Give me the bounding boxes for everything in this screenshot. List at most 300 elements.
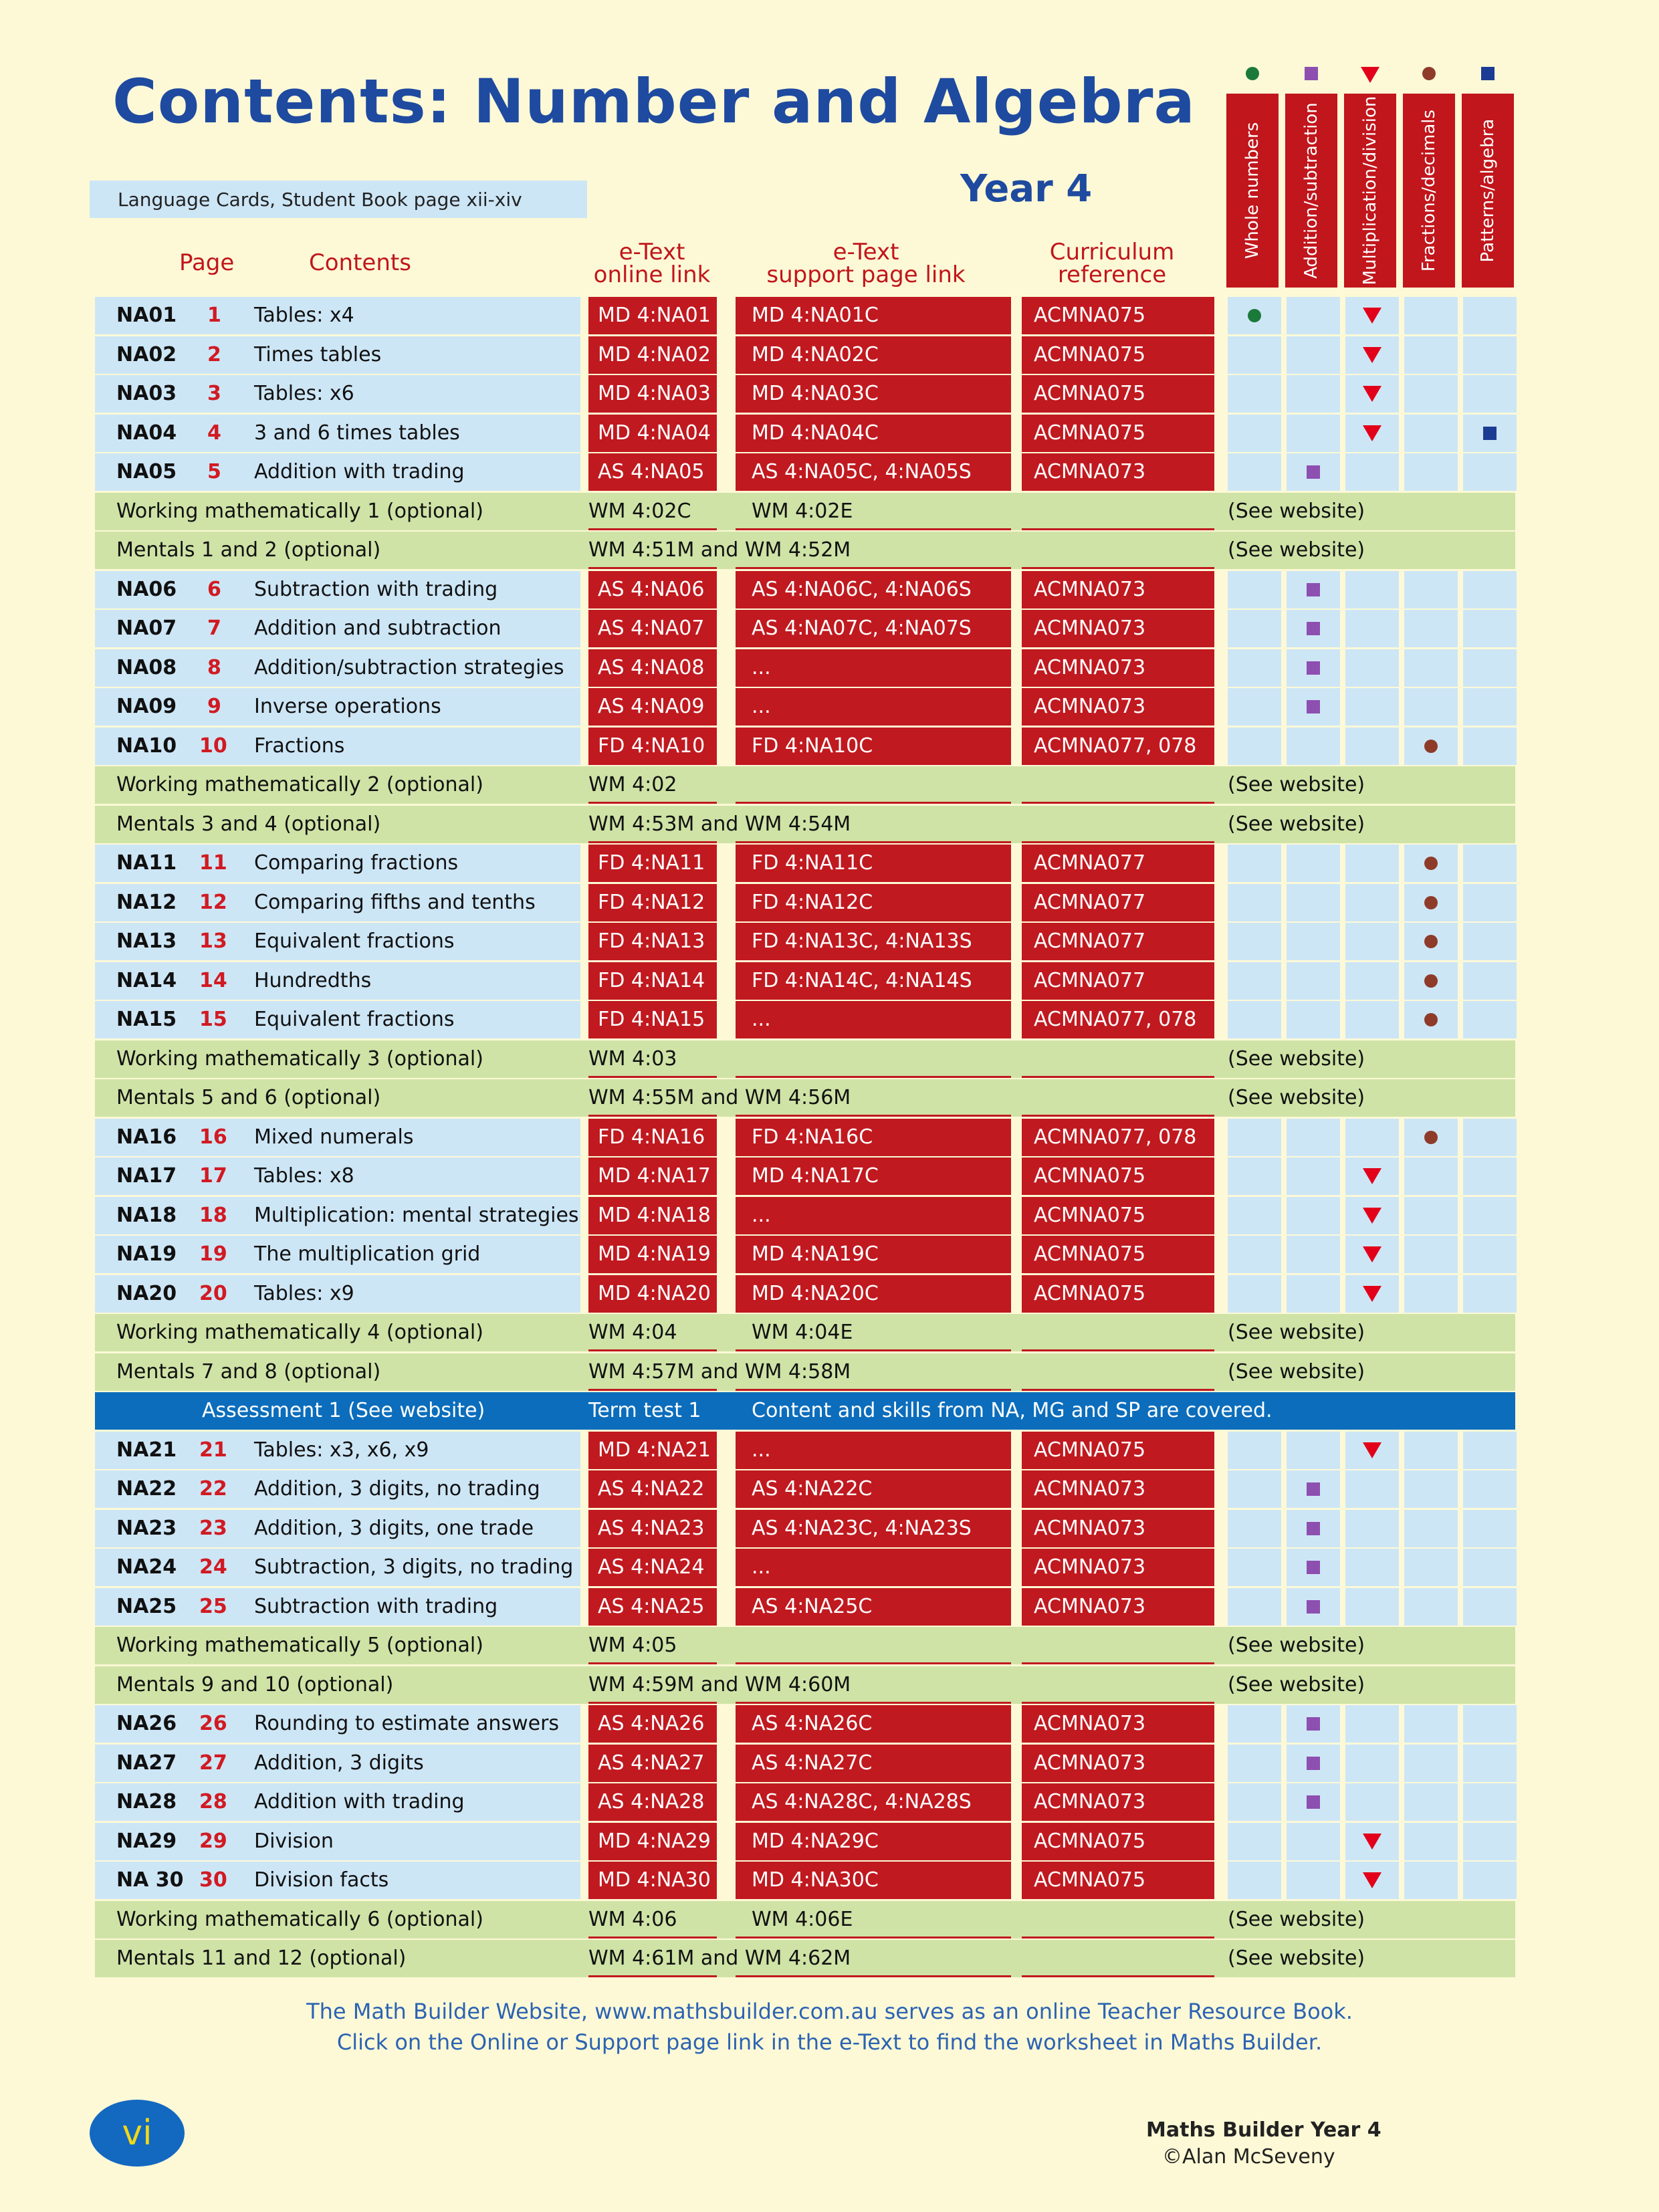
optional-title: Working mathematically 2 (optional) bbox=[116, 773, 483, 796]
optional-online: WM 4:51M and WM 4:52M bbox=[588, 538, 851, 562]
strand-cell bbox=[1287, 571, 1340, 609]
lesson-page: 7 bbox=[207, 617, 221, 640]
lesson-title: Inverse operations bbox=[254, 695, 441, 718]
lesson-page: 19 bbox=[199, 1242, 227, 1266]
strand-cell bbox=[1287, 923, 1340, 960]
curriculum-reference: ACMNA073 bbox=[1022, 1588, 1214, 1626]
strand-cell bbox=[1287, 1157, 1340, 1195]
strand-cell bbox=[1345, 1470, 1399, 1508]
lesson-code: NA03 bbox=[116, 382, 177, 405]
optional-row bbox=[95, 1040, 1515, 1078]
curriculum-reference: ACMNA073 bbox=[1022, 453, 1214, 491]
etext-online-link: AS 4:NA23 bbox=[588, 1510, 717, 1547]
etext-online-link: FD 4:NA15 bbox=[588, 1001, 717, 1038]
strand-cell bbox=[1228, 336, 1281, 374]
strand-cell bbox=[1287, 884, 1340, 921]
lesson-row bbox=[95, 649, 1515, 687]
strand-cell bbox=[1404, 1470, 1458, 1508]
strand-cell bbox=[1463, 1549, 1517, 1586]
strand-cell bbox=[1228, 728, 1281, 765]
strand-square-blue-icon bbox=[1481, 67, 1495, 80]
optional-underline bbox=[736, 1975, 1011, 1977]
optional-note: (See website) bbox=[1228, 538, 1365, 562]
etext-support-link: MD 4:NA01C bbox=[736, 297, 1011, 334]
strand-header bbox=[1226, 94, 1279, 288]
strand-cell bbox=[1345, 1510, 1399, 1547]
curriculum-reference: ACMNA075 bbox=[1022, 1432, 1214, 1469]
lesson-code: NA08 bbox=[116, 656, 177, 679]
lesson-code: NA24 bbox=[116, 1555, 177, 1579]
strand-cell bbox=[1463, 1783, 1517, 1821]
strand-cell bbox=[1345, 923, 1399, 960]
optional-row bbox=[95, 532, 1515, 569]
circle-brown-icon bbox=[1424, 740, 1438, 753]
optional-underline bbox=[736, 802, 1011, 804]
strand-cell bbox=[1404, 1001, 1458, 1038]
optional-title: Working mathematically 5 (optional) bbox=[116, 1634, 483, 1657]
lesson-page: 20 bbox=[199, 1282, 227, 1305]
strand-cell bbox=[1463, 415, 1517, 452]
lesson-title: Addition and subtraction bbox=[254, 617, 502, 640]
strand-cell bbox=[1463, 1510, 1517, 1547]
square-purple-icon bbox=[1307, 622, 1320, 635]
strand-cell bbox=[1463, 923, 1517, 960]
strand-cell bbox=[1345, 884, 1399, 921]
optional-underline bbox=[1022, 1076, 1214, 1078]
optional-underline bbox=[588, 1702, 717, 1704]
lesson-code: NA11 bbox=[116, 851, 177, 875]
strand-cell bbox=[1463, 688, 1517, 726]
lesson-page: 8 bbox=[207, 656, 221, 679]
strand-cell bbox=[1287, 1705, 1340, 1743]
strand-cell bbox=[1345, 453, 1399, 491]
etext-online-link: MD 4:NA18 bbox=[588, 1197, 717, 1234]
lesson-title: The multiplication grid bbox=[254, 1242, 481, 1266]
strand-cell bbox=[1287, 1119, 1340, 1156]
square-purple-icon bbox=[1307, 1600, 1320, 1614]
lesson-title: Subtraction, 3 digits, no trading bbox=[254, 1555, 574, 1579]
strand-cell bbox=[1228, 453, 1281, 491]
strand-cell bbox=[1463, 297, 1517, 334]
page-title: Contents: Number and Algebra bbox=[112, 67, 1196, 137]
optional-underline bbox=[588, 1349, 717, 1351]
etext-support-link: AS 4:NA27C bbox=[736, 1745, 1011, 1782]
lesson-title: Tables: x6 bbox=[254, 382, 354, 405]
lesson-page: 26 bbox=[199, 1712, 227, 1735]
etext-support-link: AS 4:NA07C, 4:NA07S bbox=[736, 610, 1011, 647]
strand-cell bbox=[1228, 1197, 1281, 1234]
lesson-code: NA01 bbox=[116, 304, 177, 327]
strand-cell bbox=[1463, 1470, 1517, 1508]
etext-online-link: FD 4:NA10 bbox=[588, 728, 717, 765]
optional-title: Mentals 9 and 10 (optional) bbox=[116, 1673, 394, 1696]
strand-cell bbox=[1404, 1119, 1458, 1156]
curriculum-reference: ACMNA075 bbox=[1022, 415, 1214, 452]
lesson-row bbox=[95, 1823, 1515, 1860]
optional-title: Working mathematically 4 (optional) bbox=[116, 1321, 483, 1344]
etext-support-link: AS 4:NA28C, 4:NA28S bbox=[736, 1783, 1011, 1821]
strand-cell bbox=[1463, 1001, 1517, 1038]
optional-underline bbox=[736, 841, 1011, 843]
lesson-row bbox=[95, 1862, 1515, 1899]
lesson-code: NA20 bbox=[116, 1282, 177, 1305]
strand-cell bbox=[1287, 1432, 1340, 1469]
strand-cell bbox=[1404, 688, 1458, 726]
strand-cell bbox=[1287, 297, 1340, 334]
strand-cell bbox=[1463, 1745, 1517, 1782]
etext-support-link: ... bbox=[736, 688, 1011, 726]
lesson-page: 12 bbox=[199, 891, 227, 914]
strand-cell bbox=[1345, 1705, 1399, 1743]
curriculum-reference: ACMNA073 bbox=[1022, 1745, 1214, 1782]
strand-cell bbox=[1345, 1157, 1399, 1195]
strand-cell bbox=[1228, 1275, 1281, 1313]
curriculum-reference: ACMNA073 bbox=[1022, 1549, 1214, 1586]
lesson-code: NA23 bbox=[116, 1517, 177, 1540]
strand-cell bbox=[1228, 962, 1281, 1000]
strand-cell bbox=[1345, 571, 1399, 609]
strand-cell bbox=[1287, 1001, 1340, 1038]
optional-underline bbox=[588, 528, 717, 530]
optional-title: Working mathematically 6 (optional) bbox=[116, 1908, 483, 1931]
footer-line-1: The Math Builder Website, www.mathsbuilder.com.au serves as an online Teacher Resource Book. bbox=[306, 1999, 1353, 2024]
lesson-code: NA06 bbox=[116, 578, 177, 601]
lesson-page: 5 bbox=[207, 460, 221, 483]
optional-online: WM 4:53M and WM 4:54M bbox=[588, 812, 851, 836]
strand-cell bbox=[1463, 884, 1517, 921]
triangle-red-icon bbox=[1363, 308, 1381, 324]
optional-row bbox=[95, 493, 1515, 530]
lesson-title: Comparing fifths and tenths bbox=[254, 891, 536, 914]
lesson-title: Times tables bbox=[254, 343, 382, 366]
strand-cell bbox=[1287, 1588, 1340, 1626]
book-name: Maths Builder Year 4 bbox=[1146, 2118, 1381, 2142]
strand-cell bbox=[1463, 1119, 1517, 1156]
square-purple-icon bbox=[1307, 1717, 1320, 1731]
lesson-page: 10 bbox=[199, 734, 227, 758]
strand-cell bbox=[1463, 649, 1517, 687]
optional-online: WM 4:02C bbox=[588, 500, 691, 523]
lesson-title: 3 and 6 times tables bbox=[254, 421, 460, 445]
etext-online-link: FD 4:NA11 bbox=[588, 845, 717, 882]
curriculum-reference: ACMNA075 bbox=[1022, 1862, 1214, 1899]
optional-underline bbox=[588, 1662, 717, 1664]
etext-support-link: AS 4:NA26C bbox=[736, 1705, 1011, 1743]
strand-cell bbox=[1463, 1275, 1517, 1313]
etext-online-link: MD 4:NA03 bbox=[588, 375, 717, 413]
optional-title: Mentals 5 and 6 (optional) bbox=[116, 1086, 381, 1109]
optional-underline bbox=[736, 1662, 1011, 1664]
lesson-code: NA17 bbox=[116, 1164, 177, 1188]
optional-title: Working mathematically 3 (optional) bbox=[116, 1047, 483, 1071]
optional-online: WM 4:59M and WM 4:60M bbox=[588, 1673, 851, 1696]
author-credit: ©Alan McSeveny bbox=[1162, 2145, 1335, 2169]
optional-note: (See website) bbox=[1228, 1673, 1365, 1696]
strand-cell bbox=[1228, 571, 1281, 609]
etext-online-link: AS 4:NA26 bbox=[588, 1705, 717, 1743]
etext-support-link: FD 4:NA11C bbox=[736, 845, 1011, 882]
strand-cell bbox=[1345, 845, 1399, 882]
strand-cell bbox=[1287, 1823, 1340, 1860]
strand-cell bbox=[1287, 688, 1340, 726]
optional-underline bbox=[736, 528, 1011, 530]
optional-online: WM 4:06 bbox=[588, 1908, 677, 1931]
strand-cell bbox=[1404, 297, 1458, 334]
page-number-badge: vi bbox=[90, 2100, 185, 2167]
curriculum-header: Curriculum reference bbox=[1049, 239, 1175, 288]
lesson-row bbox=[95, 571, 1515, 609]
strand-cell bbox=[1345, 1001, 1399, 1038]
footer-note bbox=[0, 1996, 1659, 2058]
lesson-title: Addition, 3 digits, no trading bbox=[254, 1477, 540, 1501]
lesson-page: 21 bbox=[199, 1438, 227, 1462]
square-blue-icon bbox=[1483, 427, 1497, 440]
language-cards-note: Language Cards, Student Book page xii-xiv bbox=[90, 181, 587, 218]
strand-cell bbox=[1228, 375, 1281, 413]
square-purple-icon bbox=[1307, 1482, 1320, 1496]
etext-online-link: MD 4:NA01 bbox=[588, 297, 717, 334]
optional-underline bbox=[1022, 1975, 1214, 1977]
strand-cell bbox=[1228, 1432, 1281, 1469]
lesson-title: Multiplication: mental strategies bbox=[254, 1204, 579, 1227]
etext-online-link: AS 4:NA28 bbox=[588, 1783, 717, 1821]
curriculum-reference: ACMNA073 bbox=[1022, 1705, 1214, 1743]
lesson-title: Equivalent fractions bbox=[254, 929, 455, 953]
circle-green-icon bbox=[1248, 309, 1261, 322]
triangle-red-icon bbox=[1363, 1208, 1381, 1224]
strand-cell bbox=[1404, 610, 1458, 647]
square-purple-icon bbox=[1307, 700, 1320, 713]
optional-note: (See website) bbox=[1228, 812, 1365, 836]
optional-row bbox=[95, 1353, 1515, 1391]
strand-cell bbox=[1404, 375, 1458, 413]
etext-online-link: AS 4:NA06 bbox=[588, 571, 717, 609]
strand-cell bbox=[1228, 1549, 1281, 1586]
lesson-code: NA10 bbox=[116, 734, 177, 758]
optional-row bbox=[95, 1314, 1515, 1351]
lesson-code: NA25 bbox=[116, 1595, 177, 1618]
etext-online-link: MD 4:NA19 bbox=[588, 1236, 717, 1273]
etext-support-link: MD 4:NA17C bbox=[736, 1157, 1011, 1195]
strand-cell bbox=[1404, 1862, 1458, 1899]
etext-online-link: AS 4:NA07 bbox=[588, 610, 717, 647]
lesson-page: 29 bbox=[199, 1830, 227, 1853]
lesson-page: 28 bbox=[199, 1790, 227, 1813]
strand-cell bbox=[1287, 1236, 1340, 1273]
curriculum-reference: ACMNA073 bbox=[1022, 649, 1214, 687]
etext-support-link: FD 4:NA14C, 4:NA14S bbox=[736, 962, 1011, 1000]
strand-cell bbox=[1404, 1588, 1458, 1626]
strand-cell bbox=[1287, 1549, 1340, 1586]
strand-cell bbox=[1228, 415, 1281, 452]
strand-cell bbox=[1463, 728, 1517, 765]
lesson-title: Division facts bbox=[254, 1868, 389, 1892]
etext-support-link: MD 4:NA03C bbox=[736, 375, 1011, 413]
square-purple-icon bbox=[1307, 661, 1320, 675]
strand-header bbox=[1344, 94, 1396, 288]
etext-support-link: AS 4:NA06C, 4:NA06S bbox=[736, 571, 1011, 609]
etext-online-link: MD 4:NA02 bbox=[588, 336, 717, 374]
optional-underline bbox=[1022, 528, 1214, 530]
lesson-page: 23 bbox=[199, 1517, 227, 1540]
lesson-row bbox=[95, 1705, 1515, 1743]
optional-underline bbox=[588, 841, 717, 843]
optional-underline bbox=[1022, 567, 1214, 569]
optional-online: WM 4:04 bbox=[588, 1321, 677, 1344]
strand-cell bbox=[1345, 1275, 1399, 1313]
strand-cell bbox=[1287, 649, 1340, 687]
optional-row bbox=[95, 1940, 1515, 1977]
optional-underline bbox=[1022, 1702, 1214, 1704]
lesson-row bbox=[95, 1783, 1515, 1821]
strand-cell bbox=[1463, 375, 1517, 413]
triangle-red-icon bbox=[1363, 1168, 1381, 1184]
lesson-row bbox=[95, 1119, 1515, 1156]
strand-cell bbox=[1345, 1588, 1399, 1626]
optional-title: Mentals 1 and 2 (optional) bbox=[116, 538, 381, 562]
optional-underline bbox=[736, 1349, 1011, 1351]
strand-cell bbox=[1287, 336, 1340, 374]
triangle-red-icon bbox=[1363, 386, 1381, 402]
strand-cell bbox=[1228, 1236, 1281, 1273]
square-purple-icon bbox=[1307, 1522, 1320, 1535]
strand-cell bbox=[1345, 1783, 1399, 1821]
strand-cell bbox=[1287, 1783, 1340, 1821]
strand-cell bbox=[1345, 1745, 1399, 1782]
strand-cell bbox=[1287, 962, 1340, 1000]
lesson-title: Hundredths bbox=[254, 969, 372, 992]
strand-header-label: Addition/subtraction bbox=[1301, 102, 1321, 279]
lesson-code: NA02 bbox=[116, 343, 177, 366]
assessment-row bbox=[95, 1392, 1515, 1430]
curriculum-reference: ACMNA075 bbox=[1022, 1157, 1214, 1195]
contents-column-header: Contents bbox=[309, 249, 411, 276]
triangle-red-icon bbox=[1363, 347, 1381, 363]
strand-cell bbox=[1463, 1823, 1517, 1860]
strand-circle-brown-icon bbox=[1422, 67, 1436, 80]
assessment-title: Assessment 1 (See website) bbox=[202, 1399, 485, 1422]
lesson-title: Fractions bbox=[254, 734, 345, 758]
strand-cell bbox=[1228, 1783, 1281, 1821]
curriculum-reference: ACMNA075 bbox=[1022, 1823, 1214, 1860]
strand-cell bbox=[1404, 845, 1458, 882]
etext-online-link: AS 4:NA25 bbox=[588, 1588, 717, 1626]
optional-note: (See website) bbox=[1228, 1947, 1365, 1970]
lesson-page: 2 bbox=[207, 343, 221, 366]
strand-cell bbox=[1404, 571, 1458, 609]
optional-underline bbox=[1022, 1115, 1214, 1117]
optional-underline bbox=[736, 1076, 1011, 1078]
curriculum-reference: ACMNA073 bbox=[1022, 1470, 1214, 1508]
etext-support-header: e-Text support page link bbox=[766, 239, 966, 288]
strand-cell bbox=[1404, 1745, 1458, 1782]
optional-support: WM 4:06E bbox=[752, 1908, 853, 1931]
strand-square-purple-icon bbox=[1305, 67, 1318, 80]
lesson-title: Addition, 3 digits bbox=[254, 1751, 424, 1775]
strand-cell bbox=[1404, 336, 1458, 374]
lesson-page: 1 bbox=[207, 304, 221, 327]
circle-brown-icon bbox=[1424, 896, 1438, 909]
etext-support-link: AS 4:NA23C, 4:NA23S bbox=[736, 1510, 1011, 1547]
circle-brown-icon bbox=[1424, 857, 1438, 870]
etext-online-link: AS 4:NA09 bbox=[588, 688, 717, 726]
strand-cell bbox=[1463, 962, 1517, 1000]
lesson-page: 18 bbox=[199, 1204, 227, 1227]
strand-cell bbox=[1404, 962, 1458, 1000]
optional-underline bbox=[588, 1115, 717, 1117]
triangle-red-icon bbox=[1363, 1286, 1381, 1302]
strand-cell bbox=[1345, 415, 1399, 452]
lesson-row bbox=[95, 453, 1515, 491]
etext-support-link: ... bbox=[736, 649, 1011, 687]
strand-cell bbox=[1345, 1549, 1399, 1586]
lesson-row bbox=[95, 1510, 1515, 1547]
optional-note: (See website) bbox=[1228, 1634, 1365, 1657]
strand-cell bbox=[1404, 1510, 1458, 1547]
lesson-code: NA15 bbox=[116, 1008, 177, 1031]
lesson-row bbox=[95, 1432, 1515, 1469]
strand-cell bbox=[1228, 1157, 1281, 1195]
curriculum-reference: ACMNA077, 078 bbox=[1022, 1001, 1214, 1038]
curriculum-reference: ACMNA077, 078 bbox=[1022, 728, 1214, 765]
optional-support: WM 4:02E bbox=[752, 500, 853, 523]
optional-underline bbox=[588, 1975, 717, 1977]
curriculum-reference: ACMNA077 bbox=[1022, 923, 1214, 960]
lesson-row bbox=[95, 1157, 1515, 1195]
strand-cell bbox=[1463, 1236, 1517, 1273]
optional-row bbox=[95, 1666, 1515, 1704]
strand-cell bbox=[1345, 336, 1399, 374]
lesson-page: 11 bbox=[199, 851, 227, 875]
lesson-page: 4 bbox=[207, 421, 221, 445]
etext-support-link: ... bbox=[736, 1549, 1011, 1586]
etext-support-link: FD 4:NA10C bbox=[736, 728, 1011, 765]
strand-cell bbox=[1345, 375, 1399, 413]
strand-cell bbox=[1345, 1236, 1399, 1273]
optional-underline bbox=[588, 1076, 717, 1078]
curriculum-reference: ACMNA073 bbox=[1022, 571, 1214, 609]
lesson-code: NA14 bbox=[116, 969, 177, 992]
strand-cell bbox=[1404, 1432, 1458, 1469]
optional-underline bbox=[736, 1937, 1011, 1939]
footer-line-2: Click on the Online or Support page link in the e-Text to find the worksheet in Maths Builder. bbox=[336, 2029, 1323, 2055]
assessment-description: Content and skills from NA, MG and SP are covered. bbox=[752, 1399, 1273, 1422]
strand-cell bbox=[1287, 375, 1340, 413]
lesson-code: NA21 bbox=[116, 1438, 177, 1462]
strand-cell bbox=[1404, 415, 1458, 452]
strand-header-label: Multiplication/division bbox=[1360, 96, 1380, 286]
lesson-code: NA18 bbox=[116, 1204, 177, 1227]
optional-title: Mentals 3 and 4 (optional) bbox=[116, 812, 381, 836]
optional-row bbox=[95, 1627, 1515, 1664]
curriculum-reference: ACMNA075 bbox=[1022, 297, 1214, 334]
lesson-page: 13 bbox=[199, 929, 227, 953]
strand-cell bbox=[1404, 1275, 1458, 1313]
optional-online: WM 4:57M and WM 4:58M bbox=[588, 1360, 851, 1384]
strand-cell bbox=[1287, 1862, 1340, 1899]
strand-cell bbox=[1228, 297, 1281, 334]
strand-cell bbox=[1463, 1588, 1517, 1626]
lesson-page: 22 bbox=[199, 1477, 227, 1501]
lesson-row bbox=[95, 1197, 1515, 1234]
strand-cell bbox=[1463, 610, 1517, 647]
etext-support-link: FD 4:NA13C, 4:NA13S bbox=[736, 923, 1011, 960]
strand-cell bbox=[1228, 649, 1281, 687]
etext-online-link: AS 4:NA05 bbox=[588, 453, 717, 491]
strand-cell bbox=[1463, 845, 1517, 882]
triangle-red-icon bbox=[1363, 425, 1381, 441]
strand-cell bbox=[1345, 1119, 1399, 1156]
